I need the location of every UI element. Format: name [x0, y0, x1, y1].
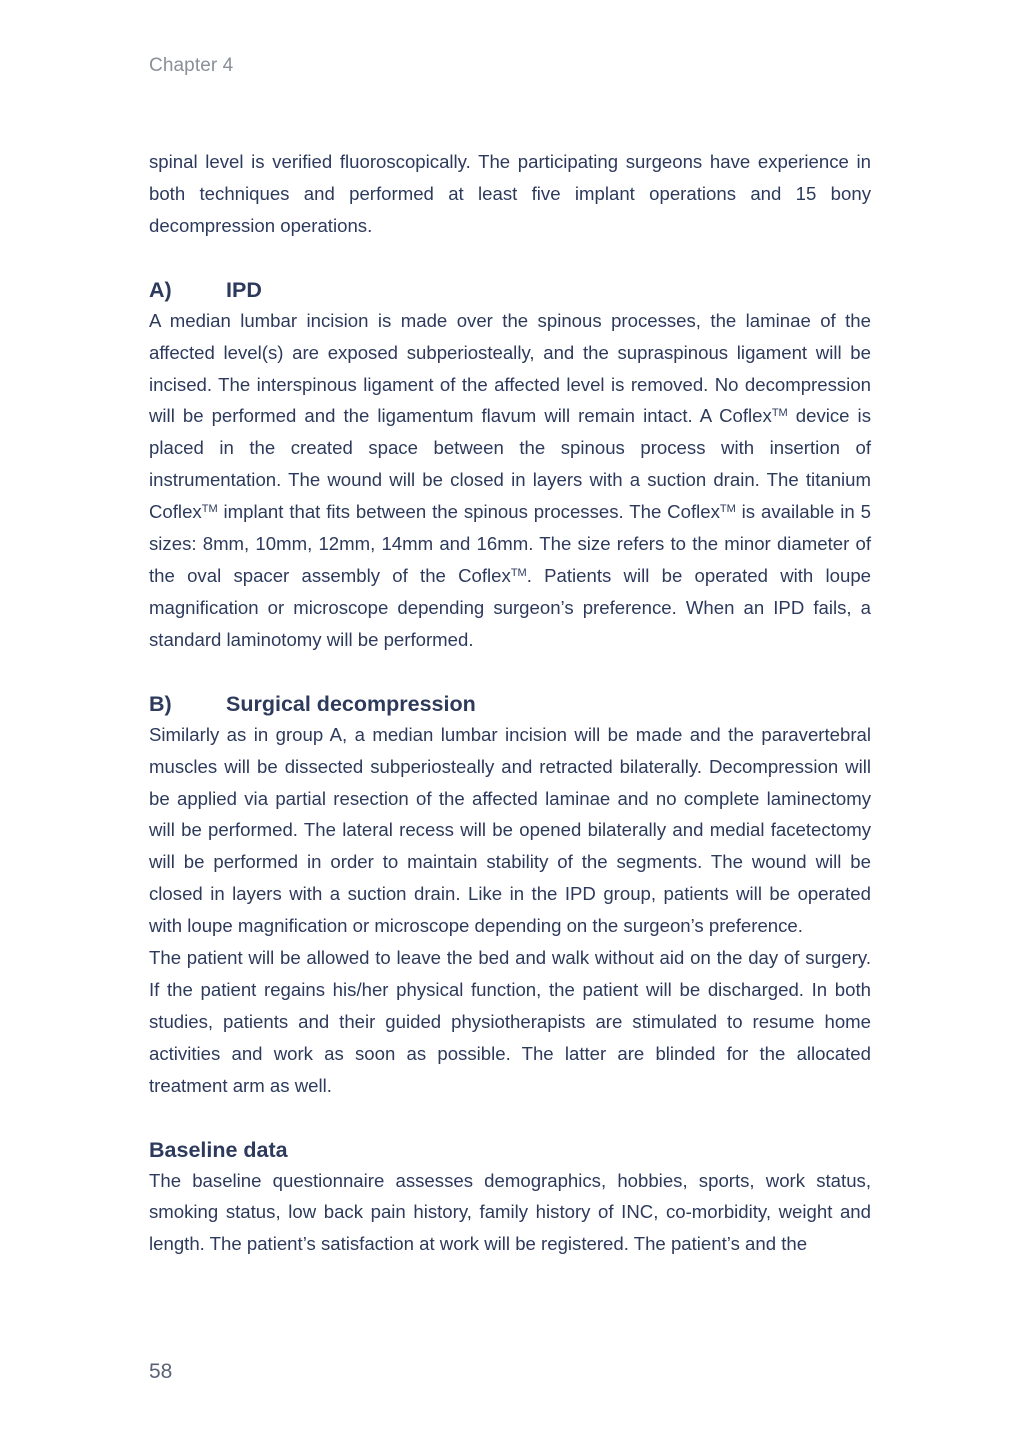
section-a-paragraph: A median lumbar incision is made over the spinous processes, the laminae of the affected level(s) are exposed subperiosteally, and the supraspinous ligament will be incised. The interspinous ligament of the affected level is removed. No decompression will be performed and the ligamentum flavum will remain intact. A Coflex™ device is placed in the created space between the spinous process with insertion of instrumentation. The wound will be closed in layers with a suction drain. The titanium Coflex™ implant that fits between the spinous processes. The Coflex™ is available in 5 sizes: 8mm, 10mm, 12mm, 14mm and 16mm. The size refers to the minor diameter of the oval spacer assembly of the Coflex™. Patients will be operated with loupe magnification or microscope depending surgeon’s preference. When an IPD fails, a standard laminotomy will be performed.: [149, 309, 871, 650]
running-head: Chapter 4: [149, 55, 234, 76]
section-b-heading: [149, 689, 871, 719]
baseline-heading: Baseline data: [149, 1137, 288, 1162]
page-number: 58: [149, 1360, 173, 1383]
baseline-paragraph: The baseline questionnaire assesses demographics, hobbies, sports, work status, smoking status, low back pain history, family history of INC, co-morbidity, weight and length. The patient’s satisfaction at work will be registered. The patient’s and the: [149, 1169, 871, 1255]
trademark-mark: TM: [719, 503, 736, 516]
trademark-mark: TM: [510, 566, 527, 579]
section-a-number: A): [149, 277, 172, 302]
page-body: [149, 146, 871, 1260]
trademark-mark: TM: [201, 503, 218, 516]
section-a-title: IPD: [226, 277, 262, 302]
section-b-paragraph-2: The patient will be allowed to leave the bed and walk without aid on the day of surgery. If the patient regains his/her physical function, the patient will be discharged. In both studies, patients and their guided physiotherapists are stimulated to resume home activities and work as soon as possible. The latter are blinded for the allocated treatment arm as well.: [149, 947, 871, 1096]
intro-paragraph: spinal level is verified fluoroscopically. The participating surgeons have experience in both techniques and performed at least five implant operations and 15 bony decompression operations.: [149, 151, 871, 236]
trademark-mark: TM: [771, 407, 788, 420]
section-b-title: Surgical decompression: [226, 691, 476, 716]
section-a-heading: [149, 275, 871, 305]
section-b-paragraph-1: Similarly as in group A, a median lumbar incision will be made and the paravertebral muscles will be dissected subperiosteally and retracted bilaterally. Decompression will be applied via partial resection of the affected laminae and no complete laminectomy will be performed. The lateral recess will be opened bilaterally and medial facetectomy will be performed in order to maintain stability of the segments. The wound will be closed in layers with a suction drain. Like in the IPD group, patients will be operated with loupe magnification or microscope depending on the surgeon’s preference.: [149, 723, 871, 937]
section-b-number: B): [149, 691, 172, 716]
